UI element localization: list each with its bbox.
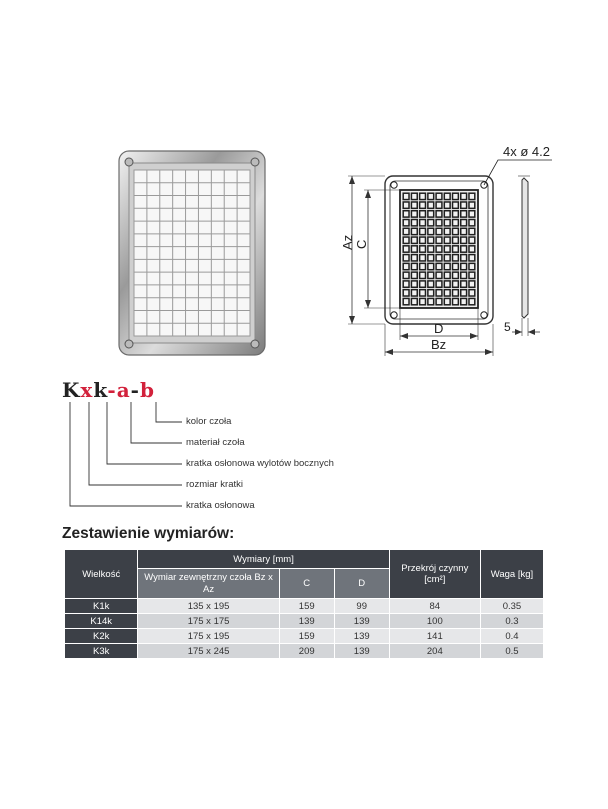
dim-az-label: Az [340,234,355,250]
cell-section: 141 [389,629,480,644]
legend-material-czola: materiał czoła [186,437,245,448]
cell-c: 159 [279,629,334,644]
header-section: Przekrój czynny [cm²] [389,550,480,599]
code-part: a [116,378,131,402]
cell-section: 204 [389,644,480,659]
cell-c: 209 [279,644,334,659]
dim-c-label: C [354,239,369,249]
dimensions-table [64,549,544,659]
hole-note: 4x ø 4.2 [503,144,550,159]
cell-d: 139 [334,629,389,644]
cell-outer: 175 x 195 [138,629,279,644]
cell-outer: 175 x 175 [138,614,279,629]
code-legend-lines [60,398,190,510]
cell-outer: 135 x 195 [138,599,279,614]
cell-size: K3k [65,644,138,659]
header-dimensions: Wymiary [mm] [138,550,389,569]
code-part: K [62,378,81,402]
table-row [65,614,544,629]
code-part: - [107,378,117,402]
cell-d: 139 [334,644,389,659]
dim-thickness-label: 5 [504,320,511,334]
cell-section: 100 [389,614,480,629]
header-outer: Wymiar zewnętrzny czoła Bz x Az [138,569,279,599]
code-part: k [93,378,108,402]
dim-bz-label: Bz [431,337,447,352]
cell-c: 159 [279,599,334,614]
section-title: Zestawienie wymiarów: [62,525,235,542]
cell-weight: 0.3 [480,614,543,629]
legend-kolor-czola: kolor czoła [186,416,232,427]
cell-outer: 175 x 245 [138,644,279,659]
technical-drawing [330,138,560,364]
legend-kratka-wylotow: kratka osłonowa wylotów bocznych [186,458,334,469]
code-part: b [139,378,155,402]
dim-d-label: D [434,321,444,336]
product-photo [118,150,266,356]
table-row [65,599,544,614]
cell-d: 139 [334,614,389,629]
code-part: - [130,378,140,402]
table-row [65,644,544,659]
table-row [65,629,544,644]
header-size: Wielkość [65,550,138,599]
cell-weight: 0.5 [480,644,543,659]
cell-section: 84 [389,599,480,614]
cell-weight: 0.35 [480,599,543,614]
cell-size: K14k [65,614,138,629]
code-part: x [80,378,94,402]
legend-rozmiar-kratki: rozmiar kratki [186,479,244,490]
header-weight: Waga [kg] [480,550,543,599]
header-d: D [334,569,389,599]
cell-size: K1k [65,599,138,614]
legend-kratka-oslonowa: kratka osłonowa [186,500,255,511]
cell-weight: 0.4 [480,629,543,644]
cell-size: K2k [65,629,138,644]
cell-c: 139 [279,614,334,629]
cell-d: 99 [334,599,389,614]
header-c: C [279,569,334,599]
